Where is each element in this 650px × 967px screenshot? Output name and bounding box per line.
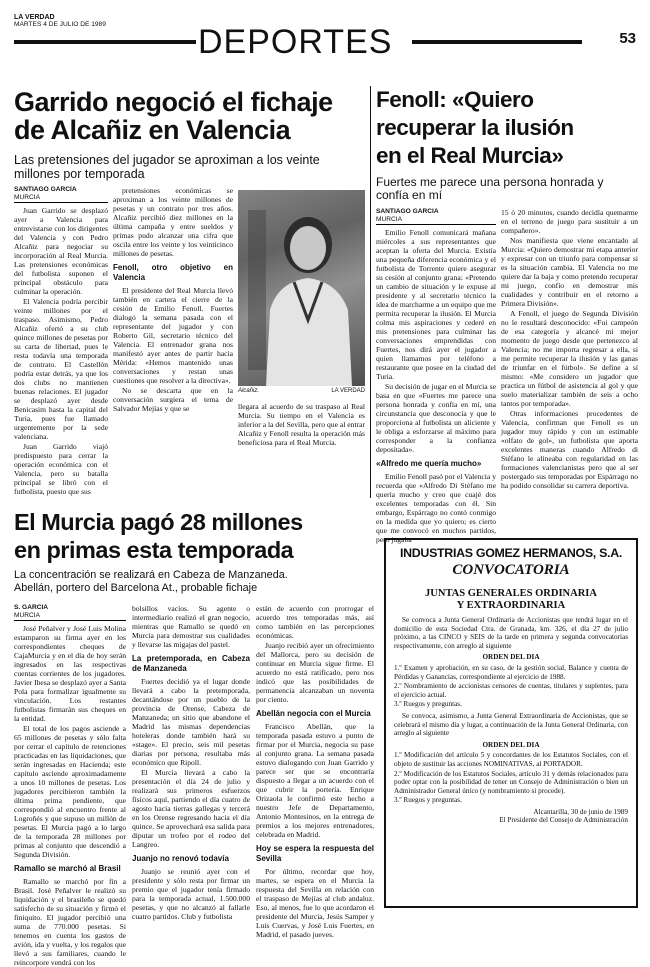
story3-headline-line1: El Murcia pagó 28 millones [14, 509, 303, 535]
masthead [14, 14, 164, 38]
paragraph: Por último, recordar que hoy, martes, se espera en el Murcia la respuesta del Sevilla en relación con el traspaso de Mejías al club andaluz. Eso, al menos, fue lo que acordaron el presidente del Murcia, Jesús Samper y Luis Cuervas, y José Luis Fuertes, en Madrid, el pasado jueves. [256, 867, 374, 939]
convocatoria-ad [384, 538, 638, 908]
paragraph: Fuertes decidió ya el lugar donde llevará a cabo la pretemporada, decantándose por un pueblo de la provincia de Orense, Cabeza de Manzaneda; un sitio que abandone el Madrid las mismas dependencias hoteleras donde también hará su «stage». El precio, seis mil pesetas diarias por persona, resultaba más económico que Ripoll. [132, 677, 250, 767]
ad-item: 1.º Modificación del artículo 5 y concordantes de los Estatutos Sociales, con el objeto de sustituir las acciones NOMINATIVAS, al PORTADOR. [394, 751, 628, 768]
story1-subhead: Fenoll, otro objetivo en Valencia [113, 263, 233, 282]
ad-heading-line2: Y EXTRAORDINARIA [456, 600, 566, 611]
story1-location: MURCIA [14, 194, 108, 203]
paper-name: LA VERDAD [14, 14, 55, 21]
story2-col2 [501, 208, 638, 500]
story3-location: MURCIA [14, 612, 126, 621]
story1-dek: Las pretensiones del jugador se aproximan a los veinte millones por temporada [14, 153, 320, 181]
ad-intro-2: Se convoca, asimismo, a Junta General Extraordinaria de Accionistas, que se celebrará el mismo día y lugar, a continuación de la Junta General Ordinaria, con arreglo al siguiente [394, 711, 628, 738]
story1-col1 [14, 186, 108, 499]
paragraph: Nos manifiesta que viene encantado al Murcia: «Quiero demostrar mi etapa anterior y expresar con un triunfo para compensar si es la situación cambia. El Valencia no me quiere dar la baja y como pretendo recuperar mi juego, confío en demostrar mis cualidades y contribuir en el retorno a Primera División». [501, 236, 638, 308]
paragraph: A Fenoll, el juego de Segunda División no le resultará desconocido: «Fui campeón de esa categoría y alcancé mi mejor momento de juego desde que pertenezco al Valencia; no me importa regresar a ella, si me permite recuperar la ilusión y las ganas de triunfar en el fútbol». Se define a sí mismo: «Me considero un jugador que practica un fútbol de asistencia al gol y que suelo materializar también de seis a ocho tantos por temporada». [501, 309, 638, 408]
story1-col3 [238, 402, 365, 499]
story3-subhead-ramallo: Ramallo se marchó al Brasil [14, 864, 121, 873]
story1-photo-caption [238, 388, 365, 398]
paragraph: pretensiones económicas se aproximan a los veinte millones de pesetas y un contrato por tres años. Alcañiz percibió diez millones en la última campaña y entre sueldos y primas pudo alcanzar una cifra que oscila entre los veinte y los veinticinco millones de pesetas. [113, 186, 233, 258]
paragraph: 15 ó 20 minutos, cuando decidía quemarme en el terreno de juego para sustituir a un compañero». [501, 208, 638, 235]
story3-headline [14, 508, 374, 568]
paragraph: El Murcia llevará a cabo la presentación el día 24 de julio y realizará sus primeros esfuerzos físicos aquí, partiendo el día cuatro de agosto hacia tierras gallegas y tercerá en los Orense regresando hacia el día quince. Se aprovechará esa salida para diputar un trofeo por el rodeo del Langreo. [132, 768, 250, 849]
paragraph: Otras informaciones procedentes de Valencia, confirman que Fenoll es un jugador muy rápido y con un estimable «olfato de gol», un futbolista que aporta excelentes maneras cuando Alfredo di Stéfano le alineaba con regularidad en las formaciones valencianistas pero que al ser postergado sus temporadas por Espárrago no ha podido consolidar su carrera deportiva. [501, 409, 638, 490]
paragraph: llegara al acuerdo de su traspaso al Real Murcia. Su tiempo en el Valencia es inferior a la del Sevilla, pero que al entrar Alcañiz y Fenoll resulta la operación más beneficiosa para el Real Murcia. [238, 402, 365, 447]
story3-dek [14, 569, 374, 599]
story1-photo [238, 190, 365, 386]
story2-headline-line2: recuperar la ilusión [376, 115, 574, 140]
paragraph: No se descarta que en la conversación surgiera el tema de Salvador Mejías y que se [113, 386, 233, 413]
story2-subhead: «Alfredo me quería mucho» [376, 459, 482, 468]
paragraph: Juan Garrido se desplazó ayer a Valencia para entrevistarse con los dirigentes del Valencia y con Pedro Alcañiz para negociar su incorporación al Real Murcia. Las pretensiones económicas del futbolista suponen el principal obstáculo para culminar la operación. [14, 206, 108, 296]
story3-subhead-abellan: Abellán negocia con el Murcia [256, 709, 371, 718]
story1-col2 [113, 186, 233, 499]
ad-item: 1.º Examen y aprobación, en su caso, de la gestión social, Balance y cuenta de Pérdidas y Ganancias, correspondiente al ejercicio de 1988. [394, 663, 628, 681]
paragraph: Juanjo recibió ayer un ofrecimiento del Mallorca, pero su decisión de continuar en Murcia sigue firme. El acuerdo no está ratificado, pero nos indicó que las posibilidades de permanencia alcanzaban un noventa por ciento. [256, 641, 374, 704]
story1-headline-line2: de Alcañiz en Valencia [14, 115, 291, 146]
story2-headline-line1: Fenoll: «Quiero [376, 87, 534, 112]
story3-subhead-pretemporada: La pretemporada, en Cabeza de Manzaneda [132, 654, 250, 673]
story3-subhead-sevilla: Hoy se espera la respuesta del Sevilla [256, 844, 374, 863]
page-number: 53 [619, 30, 636, 47]
story1-headline [14, 88, 364, 150]
story1-byline: SANTIAGO GARCIA [14, 186, 77, 193]
story3-dek-line2: Abellán, portero del Barcelona At., probable fichaje [14, 582, 258, 594]
ad-orden-1: ORDEN DEL DIA [482, 653, 540, 662]
ad-item: 3.º Ruegos y preguntas. [394, 700, 462, 709]
ad-orden-2: ORDEN DEL DIA [482, 740, 540, 749]
masthead-rule-left [14, 40, 196, 44]
ad-body [394, 616, 628, 825]
paragraph: El Valencia podría percibir veinte millones por el traspaso. Asimismo, Pedro Alcañiz ofertó a su club quince millones de pesetas por su carta de libertad, pues le resta todavía una temporada de contrato. El Castellón podría estar detrás, ya que los dos clubs no mantienen buenas relaciones. El jugador se desplazó ayer desde Benicasim hasta la capital del Turia, pues fue llamado urgentemente por la sede valenciana. [14, 297, 108, 441]
paragraph: El presidente del Real Murcia llevó también en cartera el cierre de la cesión de Emilio Fenoll. Fuertes dialogó la semana pasada con el representante del jugador y con Roberto Gil, secretario técnico del Valencia. El entrenador grana nos manifestó ayer antes de partir hacia Mérida: «Hemos mantenido unas conversaciones y restan unas cuestiones que resolver a la directiva». [113, 286, 233, 385]
section-title: DEPORTES [198, 23, 393, 61]
story3-col3 [256, 604, 374, 939]
story2-col1 [376, 208, 496, 544]
story2-headline [376, 86, 638, 176]
story3-byline: S. GARCIA [14, 604, 49, 611]
paragraph: Juanjo se reunió ayer con el presidente y sólo resta por firmar un premio que el jugador tenía firmado para la temporada actual, 1.500.000 pesetas, y que no alcanzó al fallarle cuatro partidos. Club y futbolista [132, 867, 250, 921]
paragraph: José Peñalver y José Luis Molina estamparon su firma ayer en los correspondientes cheques de CajaMurcia y en el día de hoy serán ingresados en las respectivas cuentas corrientes de los jugadores. Javier Ibesa se desplazó ayer a Santa Pola para formalizar igualmente su vinculación. Los restantes futbolistas firmarán sus cheques en la entidad. [14, 624, 126, 723]
story3-subhead-juanjo: Juanjo no renovó todavía [132, 854, 229, 863]
story2-dek: Fuertes me parece una persona honrada y confía en mí [376, 175, 604, 203]
story3-headline-line2: en primas esta temporada [14, 537, 294, 563]
player-silhouette-icon [238, 190, 365, 386]
photo-caption-name: Alcañiz. [238, 388, 260, 394]
story2-byline: SANTIAGO GARCIA [376, 208, 439, 215]
issue-date: MARTES 4 DE JULIO DE 1989 [14, 21, 106, 28]
paragraph: El total de los pagos asciende a 65 millones de pesetas y sólo falta por cerrar el capítulo de retenciones practicadas en las liquidaciones, que serán ingresadas en Hacienda; este capítulo asciende aproximadamente a unos 10 millones de pesetas. Los jugadores percibieron también la última prima pendiente, que correspondió al encuentro frente al Logroñés y que supuso un millón de pesetas. El Murcia pagó a lo largo de la temporada 28 millones por primas al conjunto que descendió a Segunda División. [14, 724, 126, 859]
column-rule [370, 86, 371, 498]
story1-headline-line1: Garrido negoció el fichaje [14, 87, 333, 117]
paragraph: bolsillos vacíos. Su agente o intermediario realizó el gran negocio, mientras que Ramallo se quedó en Murcia para demostrar sus cualidades y llevarse las migajas del pastel. [132, 604, 250, 649]
ad-item: 3.º Ruegos y preguntas. [394, 796, 462, 805]
story3-col1 [14, 604, 126, 967]
paragraph: Emilio Fenoll pasó por el Valencia y recuerda que «Alfredo Di Stéfano me quería mucho y creo que cuajé dos excelentes temporadas con él. Sin embargo, Espárrago no contó conmigo en la medida que yo quiero; es cierto que me convocó en muchos partidos, pero jugaba [376, 472, 496, 544]
story3-col2 [132, 604, 250, 921]
ad-company: INDUSTRIAS GOMEZ HERMANOS, S.A. [399, 546, 622, 560]
paragraph: Emilio Fenoll comunicará mañana miércoles a sus representantes que aceptan la oferta del Murcia. Existía una pequeña diferencia económica y el futbolista de Torrente quiere asegurar su cesión al conjunto grana: «Pretendo un cambio de situación y le expuse al presidente y al secretario técnico la idea de marcharme a un equipo que me permita recuperar la ilusión. El Murcia colma mis aspiraciones y cederé en mis pretensiones para culminar las conversaciones emprendidas con Fuertes, nos dirá ayer el jugador a quien llamamos por teléfono a restaurante que posee en la ciudad del Turia. [376, 228, 496, 381]
photo-credit: LA VERDAD [331, 388, 365, 394]
paragraph: Ramallo se marchó por fin a Brasil. José Peñalver le realizó su liquidación y el brasileño se quedó satisfecho de su situación y firmó el finiquito. El jugador percibió una suma de 770.000 pesetas. Si tenemos en cuenta los gastos de avión, ida y vuelta, y los regalos que llevó a sus familiares, cuando le reincorpore vendrá con los [14, 877, 126, 967]
paragraph: Su decisión de jugar en el Murcia se basa en que «Fuertes me parece una persona honrada y confía en mí, una circunstancia que desconocía y que le proporciona al futbolista un aliciente y le obliga a esforzarse al máximo para corresponder a la confianza depositada». [376, 382, 496, 454]
ad-signoff-place: Alcantarilla, 30 de junio de 1989 [533, 807, 628, 816]
ad-title: CONVOCATORIA [452, 562, 570, 578]
ad-item: 2.º Nombramiento de accionistas censores de cuentas, titulares y suplentes, para el ejercicio actual. [394, 682, 628, 699]
ad-signoff: El Presidente del Consejo de Administración [499, 816, 628, 825]
paragraph: Juan Garrido viajó predispuesto para cerrar la operación económica con el Valencia, pero su batalla principal se libró con el futbolista, puesto que sus [14, 442, 108, 496]
ad-heading-line1: JUNTAS GENERALES ORDINARIA [425, 588, 597, 599]
story2-location: MURCIA [376, 216, 496, 225]
ad-intro: Se convoca a Junta General Ordinaria de Accionistas que tendrá lugar en el domicilio de esta Sociedad Ctra. de Granada, km. 326, el día 27 de julio próximo, a las CINCO y SEIS de la tarde en primera y segunda convocatorias respectivamente, con arreglo al siguiente [394, 616, 628, 650]
paragraph: están de acuerdo con prorrogar el acuerdo tres temporadas más, así como también en las percepciones económicas. [256, 604, 374, 640]
ad-item: 2.º Modificación de los Estatutos Sociales, artículo 31 y demás relacionados para poder optar con la posibilidad de tener un Consejo de Administración o bien un Administrador General único (y nombramiento si procede). [394, 769, 628, 795]
story2-headline-line3: en el Real Murcia» [376, 143, 564, 168]
paragraph: Francisco Abellán, que la temporada pasada estuvo a punto de firmar por el Murcia, negocia su pase al conjunto grana. La semana pasada estuvo dialogando con Juan Garrido y parece ser que se encontraría dispuesto a llegar a un acuerdo con el que cubrir la portería. Enrique Orizaola le confirmó este hecho a nuestro Jefe de Departamento, Antonio Montesinos, en la entrega de premios a los mejores entrenadores, celebrada en Madrid. [256, 722, 374, 839]
masthead-rule-right [412, 40, 582, 44]
story3-dek-line1: La concentración se realizará en Cabeza de Manzaneda. [14, 569, 288, 581]
